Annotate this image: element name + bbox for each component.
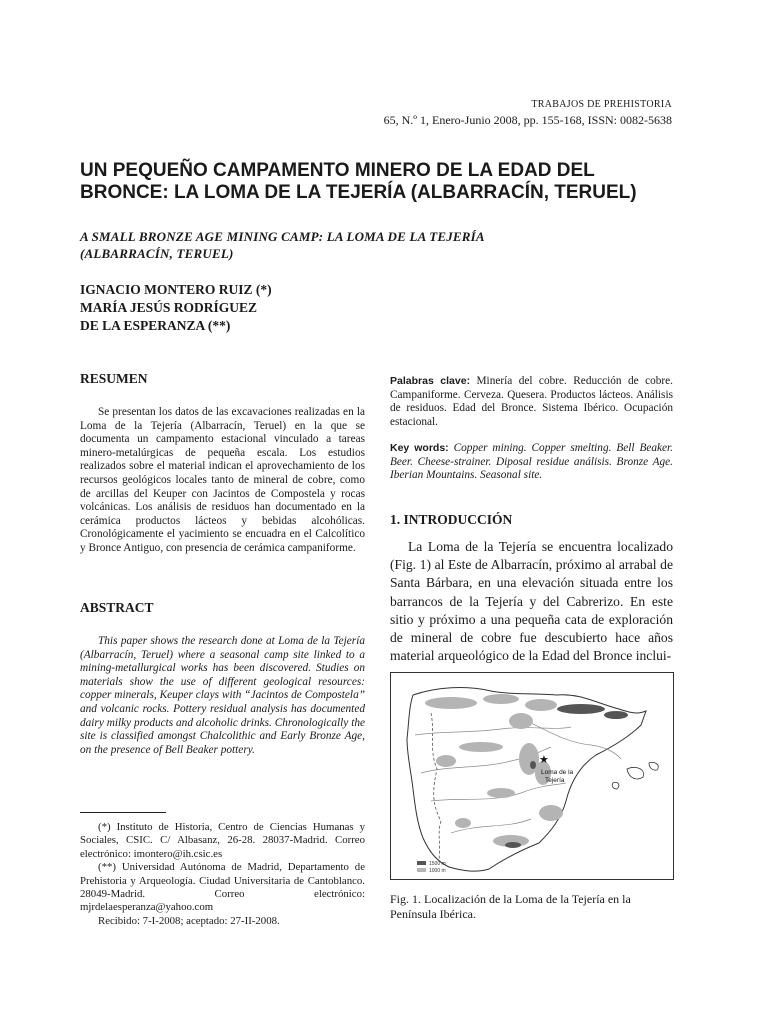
keywords-es	[390, 375, 673, 429]
title-line-2: BRONCE: LA LOMA DE LA TEJERÍA (ALBARRACÍN, TERUEL)	[80, 182, 637, 203]
abstract-heading: ABSTRACT	[80, 600, 154, 615]
footnotes	[80, 821, 365, 928]
keywords-es-text: Minería del cobre. Reducción de cobre. Campaniforme. Cerveza. Quesera. Productos lácteos. Análisis de residuos. Edad del Bronce. Sistema Ibérico. Ocupación estacional.	[390, 375, 674, 428]
author-line-3: DE LA ESPERANZA (**)	[80, 318, 231, 333]
article-title	[80, 160, 680, 204]
keywords-en-text: Copper mining. Copper smelting. Bell Beaker. Beer. Cheese-strainer. Diposal residue análisis. Bronze Age. Iberian Mountains. Seasonal site.	[390, 442, 673, 482]
intro-heading: 1. INTRODUCCIÓN	[390, 512, 513, 527]
author-line-1: IGNACIO MONTERO RUIZ (*)	[80, 282, 272, 297]
site-star-icon: ★	[539, 753, 549, 766]
legend-swatch-mid	[417, 868, 426, 872]
english-title	[80, 228, 680, 262]
balearic-islands	[612, 762, 658, 789]
legend-swatch-high	[417, 861, 426, 865]
site-label-1: Loma de la	[541, 769, 574, 776]
author-line-2: MARÍA JESÚS RODRÍGUEZ	[80, 300, 258, 315]
subtitle-line-2: (ALBARRACÍN, TERUEL)	[80, 246, 234, 261]
keywords-es-label: Palabras clave:	[390, 375, 471, 387]
keywords-en	[390, 442, 673, 483]
journal-name: TRABAJOS DE PREHISTORIA	[531, 99, 672, 110]
footnote-1: (*) Instituto de Historia, Centro de Ciencias Humanas y Sociales, CSIC. C/ Albasanz, 26-28. 28037-Madrid. Correo electrónico: imontero@ih.csic.es	[80, 821, 365, 860]
footnote-rule	[80, 812, 166, 813]
intro-text: La Loma de la Tejería se encuentra localizado (Fig. 1) al Este de Albarracín, próximo al arrabal de Santa Bárbara, en una elevación situada entre los barrancos de la Tejería y del Cabrerizo. En este sitio y próximo a una pequeña cata de exploración de mineral de cobre fue descubierto hace años material arqueológico de la Edad del Bronce inclui-	[390, 539, 673, 664]
resumen-heading: RESUMEN	[80, 371, 148, 386]
legend-label-1: 1500 m	[429, 861, 446, 867]
map-svg	[391, 673, 673, 879]
title-line-1: UN PEQUEÑO CAMPAMENTO MINERO DE LA EDAD DEL	[80, 160, 595, 181]
subtitle-line-1: A SMALL BRONZE AGE MINING CAMP: LA LOMA DE LA TEJERÍA	[80, 229, 485, 244]
authors	[80, 281, 480, 335]
keywords-en-label: Key words:	[390, 442, 449, 454]
issue-info: 65, N.º 1, Enero-Junio 2008, pp. 155-168, ISSN: 0082-5638	[383, 113, 672, 127]
abstract-text: This paper shows the research done at Loma de la Tejería (Albarracín, Teruel) where a seasonal camp site linked to a mining-metallurgical works has been discovered. Studies on materials show the use of different geological resources: copper minerals, Keuper clays with “Jacintos de Compostela” and volcanic rocks. Pottery residual analysis has documented dairy milky products and alcoholic drinks. Chronologically the site is classified amongst Chalcolithic and Early Bronze Age, on the presence of Bell Beaker pottery.	[80, 635, 365, 756]
resumen-text: Se presentan los datos de las excavaciones realizadas en la Loma de la Tejería (Albarracín, Teruel) en la que se documenta un campamento estacional vinculado a tareas minero-metalúrgicas de pequeña escala. Los estudios realizados sobre el material indican el aprovechamiento de los recursos geológicos locales tanto de mineral de cobre, como de arcillas del Keuper con Jacintos de Compostela y rocas volcánicas. Los análisis de residuos han documentado en la cerámica productos lácteos y bebidas alcohólicas. Cronológicamente el yacimiento se encuadra en el Calcolítico y Bronce Antiguo, con presencia de cerámica campaniforme.	[80, 406, 365, 554]
figure-caption: Fig. 1. Localización de la Loma de la Tejería en la Península Ibérica.	[390, 892, 631, 921]
received-date: Recibido: 7-I-2008; aceptado: 27-II-2008.	[98, 914, 280, 927]
iberia-map	[390, 672, 674, 880]
footnote-2: (**) Universidad Autónoma de Madrid, Departamento de Prehistoria y Arqueología. Ciudad Universitaria de Cantoblanco. 28049-Madrid. Correo electrónico: mjrdelaesperanza@yahoo.com	[80, 861, 365, 914]
legend-label-2: 1000 m	[429, 868, 446, 874]
site-label-2: Tejería	[545, 777, 565, 784]
